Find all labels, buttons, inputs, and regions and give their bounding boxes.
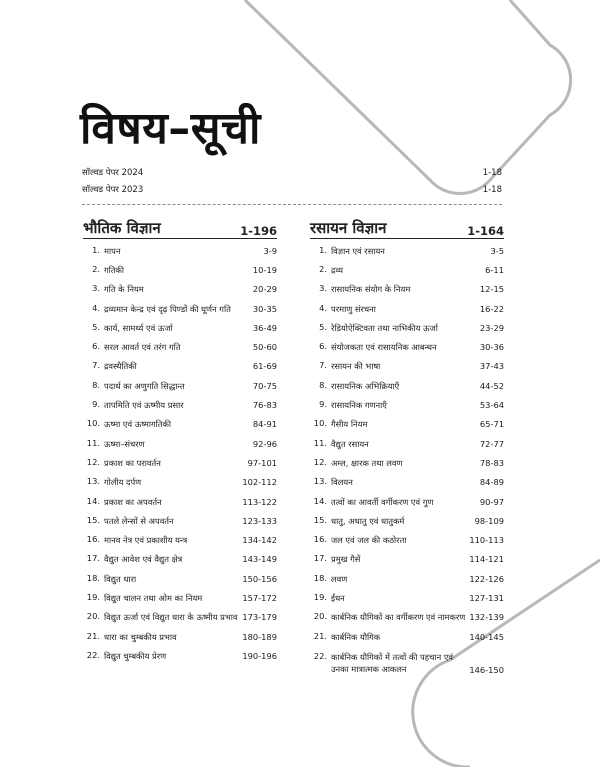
toc-entry[interactable] <box>310 473 504 492</box>
toc-entry-label <box>83 515 174 527</box>
toc-entry-pages: 122-126 <box>469 573 504 584</box>
toc-entry-label <box>83 496 162 508</box>
toc-entry-number: 14. <box>313 495 327 506</box>
toc-entry-pages: 143-149 <box>242 554 277 565</box>
toc-entry-pages: 12-15 <box>479 284 504 295</box>
toc-entry-pages: 92-96 <box>252 438 277 449</box>
toc-entry-pages: 180-189 <box>242 631 277 642</box>
physics-title: भौतिक विज्ञान <box>83 219 161 237</box>
physics-range: 1-196 <box>240 224 277 238</box>
toc-entry-title: परमाणु संरचना <box>331 303 376 314</box>
toc-entry-label <box>83 573 136 585</box>
toc-entry-title: द्रव्यमान केन्द्र एवं दृढ़ पिण्डों की घूर्णन गति <box>104 303 231 314</box>
toc-entry-number: 10. <box>313 418 327 429</box>
toc-entry-number: 17. <box>86 553 100 564</box>
physics-section <box>83 212 277 666</box>
toc-entry-pages: 150-156 <box>242 573 277 584</box>
toc-entry-pages: 3-5 <box>490 245 504 256</box>
toc-entry-label <box>83 399 184 411</box>
toc-entry-title: लवण <box>331 573 348 584</box>
toc-entry-title: कार्बनिक यौगिक <box>331 631 381 642</box>
toc-entry-title: संयोजकता एवं रासायनिक आबन्धन <box>331 342 437 353</box>
toc-entry-pages: 23-29 <box>479 322 504 333</box>
toc-entry-number: 1. <box>92 244 100 255</box>
toc-entry-number: 8. <box>92 379 100 390</box>
toc-entry-pages: 65-71 <box>479 419 504 430</box>
toc-entry-number: 12. <box>86 456 100 467</box>
toc-entry-title: कार्बनिक यौगिकों में तत्वों की पहचान एवं उनका मात्रात्मक आकलन <box>331 652 454 675</box>
toc-entry[interactable] <box>310 357 504 376</box>
toc-entry[interactable] <box>83 241 277 260</box>
solved-paper-pages: 1-18 <box>482 167 502 178</box>
toc-entry[interactable] <box>310 299 504 318</box>
toc-entry-pages: 61-69 <box>252 361 277 372</box>
toc-entry[interactable] <box>310 646 504 677</box>
solved-paper-label: सॉल्वड पेपर 2023 <box>82 185 144 195</box>
toc-entry-pages: 36-49 <box>252 322 277 333</box>
toc-entry-pages: 190-196 <box>242 650 277 661</box>
toc-entry[interactable] <box>310 241 504 260</box>
toc-entry[interactable] <box>83 357 277 376</box>
toc-entry-pages: 132-139 <box>469 612 504 623</box>
toc-entry-title: गतिकी <box>104 264 125 275</box>
toc-entry-label <box>310 380 399 392</box>
toc-entry-pages: 157-172 <box>242 592 277 603</box>
toc-entry-title: कार्बनिक यौगिकों का वर्गीकरण एवं नामकरण <box>331 612 466 623</box>
chemistry-section <box>310 212 504 677</box>
toc-entry-label <box>310 245 385 257</box>
toc-entry-title: अम्ल, क्षारक तथा लवण <box>331 457 403 468</box>
toc-entry[interactable] <box>310 550 504 569</box>
toc-entry[interactable] <box>83 550 277 569</box>
toc-entry-title: गैसीय नियम <box>331 419 368 430</box>
toc-entry-label <box>83 457 161 469</box>
toc-entry-title: द्रवस्थैतिकी <box>104 361 137 372</box>
toc-entry-title: कार्य, सामर्थ्य एवं ऊर्जा <box>104 322 173 333</box>
toc-entry-number: 4. <box>319 302 327 313</box>
toc-entry[interactable] <box>310 395 504 414</box>
toc-entry[interactable] <box>310 492 504 511</box>
toc-entry-title: विलयन <box>331 477 353 488</box>
toc-entry-number: 13. <box>86 476 100 487</box>
toc-entry-label <box>83 245 120 257</box>
toc-entry-label <box>310 534 406 546</box>
toc-entry-number: 16. <box>86 534 100 545</box>
toc-entry[interactable] <box>83 395 277 414</box>
toc-entry-title: तापमिति एवं ऊष्मीय प्रसार <box>104 400 184 411</box>
toc-entry[interactable] <box>310 608 504 627</box>
toc-entry-pages: 102-112 <box>242 477 277 488</box>
toc-entry[interactable] <box>83 530 277 549</box>
toc-entry-pages: 78-83 <box>479 457 504 468</box>
toc-entry-label <box>83 534 187 546</box>
toc-entry-title: विद्युत ऊर्जा एवं विद्युत धारा के ऊष्मीय प्रभाव <box>104 612 238 623</box>
toc-entry-number: 6. <box>319 341 327 352</box>
toc-entry-title: प्रकाश का अपवर्तन <box>104 496 162 507</box>
toc-entry-number: 19. <box>86 591 100 602</box>
toc-entry-label <box>83 611 237 623</box>
toc-entry-title: रेडियोऐक्टिवता तथा नाभिकीय ऊर्जा <box>331 322 438 333</box>
toc-entry[interactable] <box>83 646 277 665</box>
toc-entry-pages: 140-145 <box>469 631 504 642</box>
toc-entry-label <box>83 418 171 430</box>
toc-entry-label <box>310 631 380 643</box>
toc-entry-title: प्रमुख गैसें <box>331 554 361 565</box>
toc-entry-number: 3. <box>319 283 327 294</box>
toc-entry-label <box>310 611 465 623</box>
toc-entry[interactable] <box>83 453 277 472</box>
solved-paper-2024[interactable] <box>82 164 502 181</box>
toc-entry-label <box>310 592 345 604</box>
toc-entry-pages: 44-52 <box>479 380 504 391</box>
toc-entry-title: विद्युत चालन तथा ओम का नियम <box>104 592 203 603</box>
toc-entry-label <box>83 303 231 315</box>
toc-entry-number: 18. <box>313 572 327 583</box>
solved-paper-2023[interactable] <box>82 181 502 198</box>
toc-entry-pages: 98-109 <box>474 515 504 526</box>
toc-entry-number: 21. <box>313 630 327 641</box>
solved-paper-label: सॉल्वड पेपर 2024 <box>82 168 144 178</box>
toc-entry-label <box>83 650 166 662</box>
dashed-divider <box>82 204 502 205</box>
toc-entry[interactable] <box>310 415 504 434</box>
toc-entry[interactable] <box>83 627 277 646</box>
solved-paper-pages: 1-18 <box>482 184 502 195</box>
toc-entry-pages: 76-83 <box>252 400 277 411</box>
chemistry-range: 1-164 <box>467 224 504 238</box>
toc-entry-number: 1. <box>319 244 327 255</box>
toc-entry-title: विद्युत चुम्बकीय प्रेरण <box>104 650 167 661</box>
toc-entry-title: विद्युत धारा <box>104 573 137 584</box>
toc-entry-pages: 37-43 <box>479 361 504 372</box>
toc-entry-label <box>310 651 453 675</box>
toc-entry-title: गति के नियम <box>104 284 144 295</box>
toc-entry-label <box>83 438 145 450</box>
physics-items <box>83 241 277 666</box>
toc-entry-title: वैद्युत रसायन <box>331 438 369 449</box>
toc-entry-number: 20. <box>313 611 327 622</box>
toc-entry-label <box>310 418 367 430</box>
toc-entry-title: ऊष्मा एवं ऊष्मागतिकी <box>104 419 172 430</box>
toc-entry-label <box>83 553 182 565</box>
toc-entry-pages: 110-113 <box>469 535 504 546</box>
toc-entry[interactable] <box>83 588 277 607</box>
toc-entry[interactable] <box>83 473 277 492</box>
toc-entry[interactable] <box>310 260 504 279</box>
toc-entry-pages: 84-89 <box>479 477 504 488</box>
toc-entry-title: गोलीय दर्पण <box>104 477 142 488</box>
toc-entry[interactable] <box>310 627 504 646</box>
toc-entry-label <box>310 283 410 295</box>
toc-entry-title: पतले लेन्सों से अपवर्तन <box>104 515 174 526</box>
toc-entry-number: 14. <box>86 495 100 506</box>
toc-entry[interactable] <box>83 299 277 318</box>
toc-entry-pages: 20-29 <box>252 284 277 295</box>
toc-entry-number: 7. <box>319 360 327 371</box>
toc-entry-pages: 30-36 <box>479 342 504 353</box>
toc-entry-label <box>83 264 124 276</box>
toc-entry-pages: 6-11 <box>485 264 504 275</box>
toc-entry-label <box>310 264 343 276</box>
toc-entry-title: धातु, अधातु एवं धातुकर्म <box>331 515 405 526</box>
toc-entry-number: 22. <box>86 649 100 660</box>
toc-entry-title: वैद्युत आवेश एवं वैद्युत क्षेत्र <box>104 554 183 565</box>
toc-entry-number: 7. <box>92 360 100 371</box>
toc-entry-number: 9. <box>319 399 327 410</box>
toc-entry-pages: 134-142 <box>242 535 277 546</box>
toc-entry[interactable] <box>83 569 277 588</box>
toc-entry-label <box>310 303 376 315</box>
toc-entry[interactable] <box>83 318 277 337</box>
toc-entry-pages: 50-60 <box>252 342 277 353</box>
toc-entry-label <box>83 592 202 604</box>
toc-entry[interactable] <box>310 337 504 356</box>
toc-entry-number: 10. <box>86 418 100 429</box>
toc-entry-title: द्रव्य <box>331 264 344 275</box>
toc-entry-title: सरल आवर्त एवं तरंग गति <box>104 342 181 353</box>
toc-entry[interactable] <box>310 453 504 472</box>
toc-entry-number: 2. <box>319 263 327 274</box>
toc-entry-label <box>83 631 177 643</box>
toc-entry-number: 18. <box>86 572 100 583</box>
toc-entry-label <box>310 438 369 450</box>
toc-entry[interactable] <box>310 588 504 607</box>
chemistry-header <box>310 212 504 239</box>
toc-entry-number: 13. <box>313 476 327 487</box>
toc-entry-label <box>83 360 137 372</box>
toc-entry[interactable] <box>83 492 277 511</box>
toc-entry-title: धारा का चुम्बकीय प्रभाव <box>104 631 177 642</box>
toc-entry-number: 4. <box>92 302 100 313</box>
toc-entry-pages: 30-35 <box>252 303 277 314</box>
toc-entry-number: 2. <box>92 263 100 274</box>
toc-entry-number: 21. <box>86 630 100 641</box>
toc-entry[interactable] <box>310 318 504 337</box>
toc-entry-title: विज्ञान एवं रसायन <box>331 245 385 256</box>
toc-entry-label <box>310 553 360 565</box>
toc-entry-title: रासायनिक अभिक्रियाएँ <box>331 380 400 391</box>
toc-entry[interactable] <box>83 260 277 279</box>
toc-entry[interactable] <box>83 415 277 434</box>
toc-entry-pages: 113-122 <box>242 496 277 507</box>
toc-entry-number: 17. <box>313 553 327 564</box>
toc-entry[interactable] <box>310 569 504 588</box>
toc-entry-number: 22. <box>313 651 327 662</box>
toc-entry-label <box>310 341 437 353</box>
toc-entry[interactable] <box>310 434 504 453</box>
toc-entry[interactable] <box>83 511 277 530</box>
toc-entry-number: 8. <box>319 379 327 390</box>
toc-entry-pages: 97-101 <box>247 457 277 468</box>
toc-entry-number: 20. <box>86 611 100 622</box>
toc-entry[interactable] <box>310 376 504 395</box>
toc-entry-number: 5. <box>92 321 100 332</box>
toc-entry-label <box>83 476 141 488</box>
physics-header <box>83 212 277 239</box>
chemistry-items <box>310 241 504 677</box>
toc-entry-label <box>310 476 353 488</box>
toc-entry-pages: 84-91 <box>252 419 277 430</box>
toc-entry-title: प्रकाश का परावर्तन <box>104 457 161 468</box>
toc-entry-title: मापन <box>104 245 121 256</box>
toc-entry-pages: 16-22 <box>479 303 504 314</box>
toc-entry-pages: 90-97 <box>479 496 504 507</box>
toc-entry-title: ईंधन <box>331 592 345 603</box>
toc-entry-label <box>310 360 380 372</box>
toc-entry-pages: 173-179 <box>242 612 277 623</box>
toc-entry-title: रसायन की भाषा <box>331 361 381 372</box>
toc-entry[interactable] <box>310 280 504 299</box>
toc-entry-title: जल एवं जल की कठोरता <box>331 535 407 546</box>
toc-entry-label <box>83 341 181 353</box>
toc-entry-pages: 123-133 <box>242 515 277 526</box>
toc-entry[interactable] <box>83 608 277 627</box>
toc-entry-title: ऊष्मा–संचरण <box>104 438 145 449</box>
toc-entry-title: पदार्थ का अणुगति सिद्धान्त <box>104 380 185 391</box>
toc-entry-title: रासायनिक संयोग के नियम <box>331 284 411 295</box>
toc-entry[interactable] <box>83 337 277 356</box>
toc-entry-title: रासायनिक गणनाएँ <box>331 400 387 411</box>
toc-entry-label <box>310 496 433 508</box>
toc-entry[interactable] <box>83 280 277 299</box>
toc-entry-number: 9. <box>92 399 100 410</box>
toc-entry-pages: 127-131 <box>469 592 504 603</box>
toc-entry-label <box>310 399 387 411</box>
toc-entry-number: 16. <box>313 534 327 545</box>
toc-entry-label <box>310 573 347 585</box>
solved-papers-list <box>82 164 502 198</box>
toc-entry-number: 11. <box>86 437 100 448</box>
toc-entry-number: 15. <box>313 514 327 525</box>
toc-entry-label <box>83 322 173 334</box>
toc-entry-label <box>310 515 404 527</box>
toc-entry-label <box>83 283 144 295</box>
toc-entry-pages: 3-9 <box>263 245 277 256</box>
toc-entry-number: 15. <box>86 514 100 525</box>
toc-entry-label <box>310 322 438 334</box>
toc-entry[interactable] <box>83 434 277 453</box>
toc-entry-number: 6. <box>92 341 100 352</box>
toc-entry-number: 5. <box>319 321 327 332</box>
toc-entry-pages: 114-121 <box>469 554 504 565</box>
toc-entry-label <box>310 457 403 469</box>
toc-entry-title: मानव नेत्र एवं प्रकाशीय यन्त्र <box>104 535 188 546</box>
toc-entry-number: 11. <box>313 437 327 448</box>
chemistry-title: रसायन विज्ञान <box>310 219 387 237</box>
toc-entry-pages: 70-75 <box>252 380 277 391</box>
toc-entry[interactable] <box>310 530 504 549</box>
toc-entry-number: 3. <box>92 283 100 294</box>
toc-entry[interactable] <box>83 376 277 395</box>
toc-entry[interactable] <box>310 511 504 530</box>
toc-entry-pages: 72-77 <box>479 438 504 449</box>
page-title: विषय–सूची <box>80 103 261 154</box>
toc-entry-pages: 53-64 <box>479 400 504 411</box>
toc-entry-pages: 10-19 <box>252 264 277 275</box>
toc-entry-label <box>83 380 185 392</box>
toc-entry-pages: 146-150 <box>469 665 504 676</box>
toc-entry-number: 12. <box>313 456 327 467</box>
toc-entry-number: 19. <box>313 591 327 602</box>
toc-entry-title: तत्वों का आवर्ती वर्गीकरण एवं गुण <box>331 496 434 507</box>
